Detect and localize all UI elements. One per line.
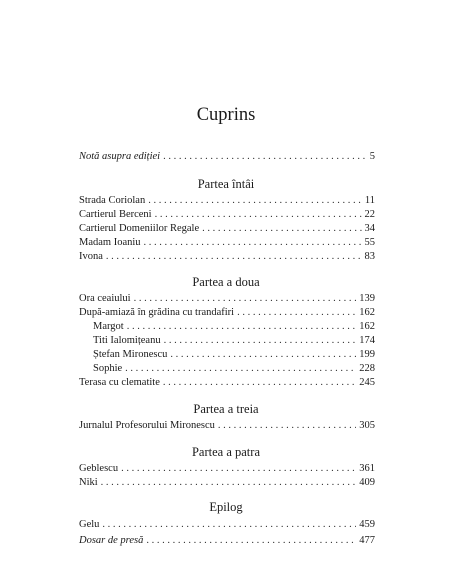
toc-entry-title: După-amiază în grădina cu trandafiri	[79, 307, 235, 318]
toc-entry[interactable]	[79, 292, 375, 306]
dot-leader	[134, 292, 357, 306]
dot-leader	[237, 306, 356, 320]
toc-entry-note[interactable]	[79, 150, 375, 164]
toc-entry-page: 477	[359, 535, 375, 546]
dot-leader	[125, 362, 356, 376]
toc-entry-page: 162	[359, 321, 375, 332]
toc-entry-page: 459	[359, 519, 375, 530]
toc-entry-title: Cartierul Domeniilor Regale	[79, 223, 200, 234]
dot-leader	[148, 194, 362, 208]
toc-entry-title: Dosar de presă	[79, 535, 144, 546]
toc-entry-title: Cartierul Berceni	[79, 209, 152, 220]
toc-entry[interactable]	[79, 476, 375, 490]
dot-leader	[164, 334, 357, 348]
toc-entry-title: Niki	[79, 477, 98, 488]
dot-leader	[106, 250, 362, 264]
toc-entry-page: 228	[359, 363, 375, 374]
dot-leader	[218, 419, 356, 433]
toc-entry-page: 34	[364, 223, 375, 234]
toc-entry-title: Sophie	[93, 363, 123, 374]
toc-entry[interactable]	[79, 236, 375, 250]
toc-entry-title: Margot	[93, 321, 124, 332]
toc-entry[interactable]	[79, 518, 375, 532]
dot-leader	[144, 236, 362, 250]
dot-leader	[121, 462, 356, 476]
toc-entry[interactable]	[79, 462, 375, 476]
dot-leader	[101, 476, 357, 490]
toc-entry-page: 174	[359, 335, 375, 346]
toc-entry-title: Ora ceaiului	[79, 293, 131, 304]
toc-entry-page: 22	[364, 209, 375, 220]
toc-entry-title: Gelu	[79, 519, 100, 530]
toc-entry-page: 409	[359, 477, 375, 488]
toc-entry-page: 55	[364, 237, 375, 248]
toc-entry-page: 361	[359, 463, 375, 474]
part-heading-epilog: Epilog	[209, 500, 243, 514]
toc-entry-page: 162	[359, 307, 375, 318]
dot-leader	[202, 222, 361, 236]
toc-entry-title: Geblescu	[79, 463, 119, 474]
toc-entry-title: Terasa cu clematite	[79, 377, 160, 388]
toc-entry[interactable]	[79, 250, 375, 264]
dot-leader	[163, 376, 356, 390]
toc-entry[interactable]	[79, 222, 375, 236]
dot-leader	[102, 518, 356, 532]
toc-entry-page: 245	[359, 377, 375, 388]
toc-entry-title: Strada Coriolan	[79, 195, 146, 206]
dot-leader	[127, 320, 357, 334]
toc-entry-title: Notă asupra ediției	[79, 151, 161, 162]
toc-entry-title: Madam Ioaniu	[79, 237, 141, 248]
toc-entry-page: 139	[359, 293, 375, 304]
toc-entry-page: 5	[369, 151, 375, 162]
toc-entry[interactable]	[79, 208, 375, 222]
toc-subentry[interactable]	[93, 348, 375, 362]
part-heading-1: Partea întâi	[197, 177, 255, 191]
toc-entry-title: Ivona	[79, 251, 103, 262]
toc-entry-page: 83	[364, 251, 375, 262]
toc-entry[interactable]	[79, 376, 375, 390]
dot-leader	[163, 150, 367, 164]
toc-subentry[interactable]	[93, 334, 375, 348]
toc-entry[interactable]	[79, 534, 375, 548]
toc-entry-page: 11	[364, 195, 375, 206]
toc-entry-title: Jurnalul Profesorului Mironescu	[79, 420, 215, 431]
part-heading-4: Partea a patra	[191, 445, 260, 459]
toc-entry[interactable]	[79, 419, 375, 433]
toc-entry-title: Ștefan Mironescu	[93, 349, 168, 360]
toc-subentry[interactable]	[93, 362, 375, 376]
toc-entry[interactable]	[79, 306, 375, 320]
dot-leader	[146, 534, 356, 548]
toc-entry-page: 199	[359, 349, 375, 360]
toc-subentry[interactable]	[93, 320, 375, 334]
dot-leader	[170, 348, 356, 362]
part-heading-3: Partea a treia	[193, 402, 259, 416]
toc-entry-page: 305	[359, 420, 375, 431]
page-title: Cuprins	[196, 105, 256, 125]
part-heading-2: Partea a doua	[192, 275, 260, 289]
toc-entry[interactable]	[79, 194, 375, 208]
dot-leader	[155, 208, 362, 222]
toc-entry-title: Titi Ialomițeanu	[93, 335, 161, 346]
